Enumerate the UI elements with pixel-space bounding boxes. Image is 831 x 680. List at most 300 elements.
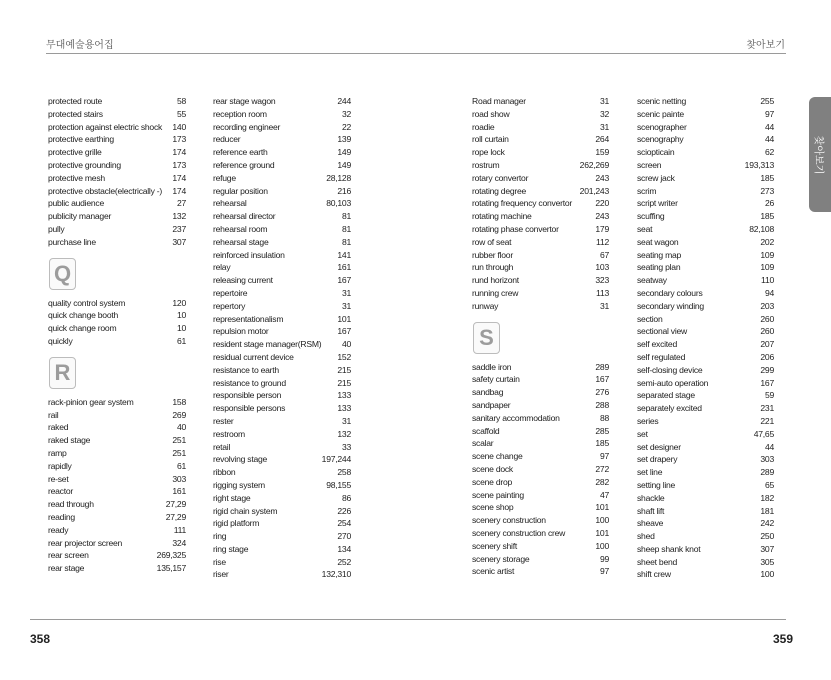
index-page-ref: 132,310 — [321, 569, 351, 580]
index-page-ref: 272 — [595, 463, 609, 474]
index-page-ref: 264 — [595, 134, 609, 145]
index-entry — [637, 313, 774, 326]
index-column-3 — [472, 95, 609, 578]
index-entry — [213, 287, 351, 300]
index-entry — [472, 399, 609, 412]
page-number-right: 359 — [772, 632, 793, 646]
index-entry — [637, 249, 774, 262]
index-term: road show — [472, 108, 510, 119]
index-term: rotating frequency convertor — [472, 198, 573, 209]
index-page-ref: 149 — [337, 159, 351, 170]
index-page-ref: 174 — [172, 147, 186, 158]
index-entry — [48, 108, 186, 121]
index-page-ref: 40 — [176, 422, 186, 433]
index-term: shed — [637, 531, 655, 542]
index-page-ref: 31 — [599, 300, 609, 311]
index-entry — [637, 108, 774, 121]
index-page-ref: 307 — [760, 543, 774, 554]
index-entry — [472, 412, 609, 425]
index-page-ref: 282 — [595, 476, 609, 487]
index-term: secondary winding — [637, 300, 704, 311]
index-entry — [48, 511, 186, 524]
index-page-ref: 110 — [761, 275, 774, 286]
index-page-ref: 167 — [337, 275, 351, 286]
index-term: protected stairs — [48, 108, 103, 119]
index-term: sheave — [637, 518, 664, 529]
index-term: shackle — [637, 492, 665, 503]
index-entry — [48, 562, 186, 575]
index-term: series — [637, 415, 659, 426]
index-entry — [472, 463, 609, 476]
index-term: residual current device — [213, 351, 294, 362]
index-page-ref: 237 — [172, 223, 186, 234]
index-page-ref: 202 — [760, 236, 774, 247]
index-entry — [48, 335, 186, 348]
index-page-ref: 258 — [337, 467, 351, 478]
index-entry — [48, 473, 186, 486]
index-entry — [637, 517, 774, 530]
index-entry — [213, 185, 351, 198]
index-entry — [637, 377, 774, 390]
index-page-ref: 81 — [341, 236, 351, 247]
index-side-tab[interactable] — [809, 97, 831, 212]
index-term: rigging system — [213, 479, 265, 490]
index-entry — [637, 223, 774, 236]
index-entry — [48, 133, 186, 146]
index-term: responsible person — [213, 390, 282, 401]
index-entry — [48, 185, 186, 198]
index-term: scenery shift — [472, 540, 517, 551]
index-page-ref: 120 — [172, 297, 186, 308]
index-term: rotary convertor — [472, 172, 529, 183]
index-entry — [472, 236, 609, 249]
index-term: protection against electric shock — [48, 121, 163, 132]
index-column-2 — [213, 95, 351, 581]
index-page-ref: 22 — [341, 121, 351, 132]
index-entry — [472, 95, 609, 108]
index-entry — [48, 447, 186, 460]
index-entry — [472, 108, 609, 121]
index-term: runway — [472, 300, 499, 311]
index-page-ref: 32 — [341, 108, 351, 119]
index-term: quality control system — [48, 297, 126, 308]
index-page-ref: 103 — [595, 262, 609, 273]
index-term: reactor — [48, 486, 73, 497]
index-page-ref: 10 — [176, 323, 186, 334]
index-page-ref: 215 — [337, 377, 351, 388]
index-page-ref: 243 — [595, 211, 609, 222]
index-page-ref: 61 — [176, 460, 186, 471]
index-page-ref: 27,29 — [165, 511, 186, 522]
index-term: section — [637, 313, 663, 324]
index-entry — [637, 185, 774, 198]
index-entry — [637, 389, 774, 402]
index-page-ref: 97 — [764, 108, 774, 119]
index-entry — [637, 556, 774, 569]
index-term: rear stage — [48, 563, 85, 574]
index-page-ref: 244 — [337, 96, 351, 106]
index-term: saddle iron — [472, 361, 512, 372]
index-term: reducer — [213, 134, 241, 145]
index-term: running crew — [472, 287, 519, 298]
index-page-ref: 97 — [599, 451, 609, 462]
index-term: script writer — [637, 198, 678, 209]
index-entry — [48, 236, 186, 249]
section-letter-badge: R — [49, 357, 76, 389]
index-page-ref: 33 — [341, 441, 351, 452]
index-entry — [472, 287, 609, 300]
index-term: regular position — [213, 185, 268, 196]
index-term: seating map — [637, 249, 682, 260]
index-page-ref: 10 — [176, 310, 186, 321]
index-entry — [637, 159, 774, 172]
index-page-ref: 31 — [341, 415, 351, 426]
index-term: row of seat — [472, 236, 512, 247]
index-entry — [213, 133, 351, 146]
index-term: purchase line — [48, 236, 96, 247]
index-page-ref: 97 — [599, 566, 609, 577]
index-term: scuffing — [637, 211, 665, 222]
index-term: scenery storage — [472, 553, 530, 564]
index-page-ref: 28,128 — [326, 172, 351, 183]
index-entry — [637, 210, 774, 223]
index-entry — [48, 498, 186, 511]
index-page-ref: 269,325 — [156, 550, 186, 561]
index-entry — [213, 325, 351, 338]
index-entry — [472, 514, 609, 527]
index-entry — [213, 505, 351, 518]
index-page-ref: 167 — [595, 374, 609, 385]
index-entry — [637, 300, 774, 313]
index-entry — [48, 297, 186, 310]
running-header-right: 찾아보기 — [746, 40, 785, 51]
index-term: rostrum — [472, 159, 500, 170]
index-entry — [213, 172, 351, 185]
index-term: quick change booth — [48, 310, 119, 321]
index-term: resistance to ground — [213, 377, 286, 388]
index-entry — [213, 389, 351, 402]
index-page-ref: 250 — [760, 531, 774, 542]
index-entry — [48, 409, 186, 422]
index-term: set designer — [637, 441, 681, 452]
index-entry — [48, 210, 186, 223]
index-term: ramp — [48, 447, 67, 458]
index-entry — [472, 249, 609, 262]
index-page-ref: 273 — [760, 185, 774, 196]
index-page-ref: 31 — [341, 287, 351, 298]
index-page-ref: 158 — [172, 396, 186, 407]
index-page-ref: 174 — [172, 185, 186, 196]
index-term: rear screen — [48, 550, 89, 561]
index-page-ref: 207 — [760, 339, 774, 350]
index-page-ref: 197,244 — [321, 454, 351, 465]
index-page-ref: 47 — [599, 489, 609, 500]
index-page-ref: 109 — [760, 249, 774, 260]
index-term: sheep shank knot — [637, 543, 701, 554]
index-term: scene painting — [472, 489, 524, 500]
index-term: sanitary accommodation — [472, 412, 560, 423]
index-entry — [637, 146, 774, 159]
index-term: rehearsal director — [213, 211, 276, 222]
index-term: scenery construction crew — [472, 527, 566, 538]
index-term: scaffold — [472, 425, 500, 436]
index-entry — [48, 549, 186, 562]
index-term: responsible persons — [213, 403, 286, 414]
index-entry — [472, 223, 609, 236]
index-entry — [213, 121, 351, 134]
index-term: seating plan — [637, 262, 681, 273]
index-page-ref: 59 — [764, 390, 774, 401]
index-term: screen — [637, 159, 662, 170]
index-term: ribbon — [213, 467, 236, 478]
index-page-ref: 133 — [337, 403, 351, 414]
index-term: rund horizont — [472, 275, 519, 286]
index-column-1 — [48, 95, 186, 575]
index-entry — [637, 543, 774, 556]
index-term: scene drop — [472, 476, 513, 487]
page-number-left: 358 — [30, 632, 51, 646]
index-term: rail — [48, 409, 59, 420]
section-letter-badge: Q — [49, 258, 76, 290]
index-term: public audience — [48, 198, 104, 209]
index-entry — [48, 197, 186, 210]
index-page-ref: 206 — [760, 351, 774, 362]
index-entry — [213, 543, 351, 556]
index-term: protected route — [48, 96, 103, 106]
index-page-ref: 27 — [176, 198, 186, 209]
index-entry — [637, 453, 774, 466]
index-term: quickly — [48, 335, 73, 346]
index-term: scenography — [637, 134, 684, 145]
index-page-ref: 135,157 — [156, 563, 186, 574]
index-page-ref: 65 — [764, 479, 774, 490]
index-term: screw jack — [637, 172, 675, 183]
index-term: rigid chain system — [213, 505, 278, 516]
index-page-ref: 181 — [760, 505, 774, 516]
index-page-ref: 140 — [172, 121, 186, 132]
index-term: sectional view — [637, 326, 687, 337]
index-entry — [472, 386, 609, 399]
index-entry — [637, 172, 774, 185]
index-page-ref: 193,313 — [744, 159, 774, 170]
index-page-ref: 100 — [760, 569, 774, 580]
index-entry — [637, 479, 774, 492]
index-entry — [637, 428, 774, 441]
index-page-ref: 113 — [596, 287, 609, 298]
index-entry — [637, 133, 774, 146]
index-page-ref: 262,269 — [579, 159, 609, 170]
index-term: protective grille — [48, 147, 102, 158]
index-term: raked stage — [48, 435, 91, 446]
index-entry — [472, 437, 609, 450]
index-term: revolving stage — [213, 454, 268, 465]
index-term: reference earth — [213, 147, 268, 158]
index-page-ref: 31 — [341, 300, 351, 311]
index-entry — [48, 524, 186, 537]
index-page-ref: 270 — [337, 531, 351, 542]
index-page-ref: 133 — [337, 390, 351, 401]
index-entry — [213, 159, 351, 172]
index-page-ref: 260 — [760, 313, 774, 324]
index-page-ref: 132 — [337, 428, 351, 439]
index-term: scenery construction — [472, 515, 546, 526]
index-entry — [213, 453, 351, 466]
index-page-ref: 254 — [337, 518, 351, 529]
index-page-ref: 81 — [341, 223, 351, 234]
index-page-ref: 231 — [760, 403, 774, 414]
index-entry — [48, 421, 186, 434]
index-entry — [213, 249, 351, 262]
index-entry — [213, 261, 351, 274]
index-term: quick change room — [48, 323, 117, 334]
index-entry — [48, 396, 186, 409]
index-entry — [472, 527, 609, 540]
index-page-ref: 31 — [599, 121, 609, 132]
index-page-ref: 159 — [595, 147, 609, 158]
index-entry — [213, 223, 351, 236]
index-term: protective obstacle(electrically -) — [48, 185, 162, 196]
index-entry — [48, 159, 186, 172]
index-entry — [637, 466, 774, 479]
index-term: ring — [213, 531, 227, 542]
index-term: separately excited — [637, 403, 702, 414]
index-entry — [213, 197, 351, 210]
index-entry — [637, 287, 774, 300]
index-entry — [213, 415, 351, 428]
index-page-ref: 67 — [599, 249, 609, 260]
index-page-ref: 243 — [595, 172, 609, 183]
index-term: releasing current — [213, 275, 273, 286]
index-page-ref: 289 — [760, 467, 774, 478]
index-entry — [472, 159, 609, 172]
index-page-ref: 61 — [176, 335, 186, 346]
index-page-ref: 109 — [760, 262, 774, 273]
index-page-ref: 44 — [764, 441, 774, 452]
index-page-ref: 27,29 — [165, 499, 186, 510]
index-page-ref: 98,155 — [326, 479, 351, 490]
index-entry — [48, 172, 186, 185]
index-term: rehearsal room — [213, 223, 268, 234]
index-page-ref: 26 — [764, 198, 774, 209]
index-page-ref: 305 — [760, 556, 774, 567]
index-entry — [213, 236, 351, 249]
index-page-ref: 111 — [173, 524, 186, 535]
index-term: scenic painte — [637, 108, 684, 119]
index-page-ref: 299 — [760, 364, 774, 375]
index-term: roadie — [472, 121, 495, 132]
index-entry — [637, 505, 774, 518]
index-term: relay — [213, 262, 231, 273]
index-term: reception room — [213, 108, 267, 119]
index-term: representationalism — [213, 313, 284, 324]
index-term: rise — [213, 556, 226, 567]
index-page-ref: 80,103 — [326, 198, 351, 209]
index-entry — [213, 351, 351, 364]
index-page-ref: 32 — [599, 108, 609, 119]
index-term: sandpaper — [472, 399, 511, 410]
index-term: rotating degree — [472, 185, 527, 196]
index-page-ref: 86 — [341, 492, 351, 503]
index-column-4 — [637, 95, 774, 581]
index-entry — [637, 338, 774, 351]
index-entry — [637, 441, 774, 454]
index-entry — [472, 185, 609, 198]
index-page-ref: 40 — [341, 339, 351, 350]
index-entry — [472, 197, 609, 210]
index-page-ref: 179 — [595, 223, 609, 234]
index-page-ref: 173 — [172, 159, 186, 170]
index-entry — [637, 325, 774, 338]
index-term: resistance to earth — [213, 364, 279, 375]
index-page-ref: 31 — [599, 96, 609, 106]
index-page-ref: 55 — [176, 108, 186, 119]
index-term: restroom — [213, 428, 245, 439]
index-entry — [213, 338, 351, 351]
index-term: self excited — [637, 339, 677, 350]
index-entry — [48, 309, 186, 322]
index-term: refuge — [213, 172, 236, 183]
index-page-ref: 173 — [172, 134, 186, 145]
index-entry — [48, 95, 186, 108]
index-page-ref: 185 — [760, 211, 774, 222]
index-term: roll curtain — [472, 134, 509, 145]
index-page-ref: 149 — [337, 147, 351, 158]
index-term: scrim — [637, 185, 657, 196]
index-term: sciopticain — [637, 147, 675, 158]
index-term: repulsion motor — [213, 326, 269, 337]
index-entry — [48, 322, 186, 335]
index-term: semi-auto operation — [637, 377, 709, 388]
index-term: scalar — [472, 438, 494, 449]
index-term: protective grounding — [48, 159, 121, 170]
running-header-left: 무대예술용어집 — [46, 40, 114, 51]
index-entry — [637, 121, 774, 134]
index-page-ref: 174 — [172, 172, 186, 183]
index-entry — [472, 425, 609, 438]
index-entry — [48, 460, 186, 473]
index-entry — [213, 530, 351, 543]
index-page-ref: 100 — [595, 540, 609, 551]
index-term: raked — [48, 422, 69, 433]
index-term: read through — [48, 499, 94, 510]
index-page-ref: 44 — [764, 134, 774, 145]
index-term: pully — [48, 223, 65, 234]
index-page-ref: 251 — [172, 435, 186, 446]
index-entry — [637, 274, 774, 287]
index-term: scenic netting — [637, 96, 687, 106]
index-term: scene change — [472, 451, 523, 462]
index-term: scene shop — [472, 502, 514, 513]
index-entry — [48, 223, 186, 236]
index-entry — [48, 434, 186, 447]
index-page-ref: 101 — [337, 313, 351, 324]
index-term: sheet bend — [637, 556, 678, 567]
index-entry — [48, 485, 186, 498]
footer-rule — [30, 619, 786, 620]
index-term: separated stage — [637, 390, 695, 401]
index-entry — [472, 476, 609, 489]
index-term: rear projector screen — [48, 537, 123, 548]
index-entry — [48, 146, 186, 159]
index-page-ref: 185 — [760, 172, 774, 183]
index-page-ref: 167 — [760, 377, 774, 388]
index-page-ref: 99 — [599, 553, 609, 564]
index-entry — [48, 537, 186, 550]
index-term: rester — [213, 415, 234, 426]
index-entry — [637, 197, 774, 210]
index-term: seat wagon — [637, 236, 679, 247]
index-page-ref: 167 — [337, 326, 351, 337]
